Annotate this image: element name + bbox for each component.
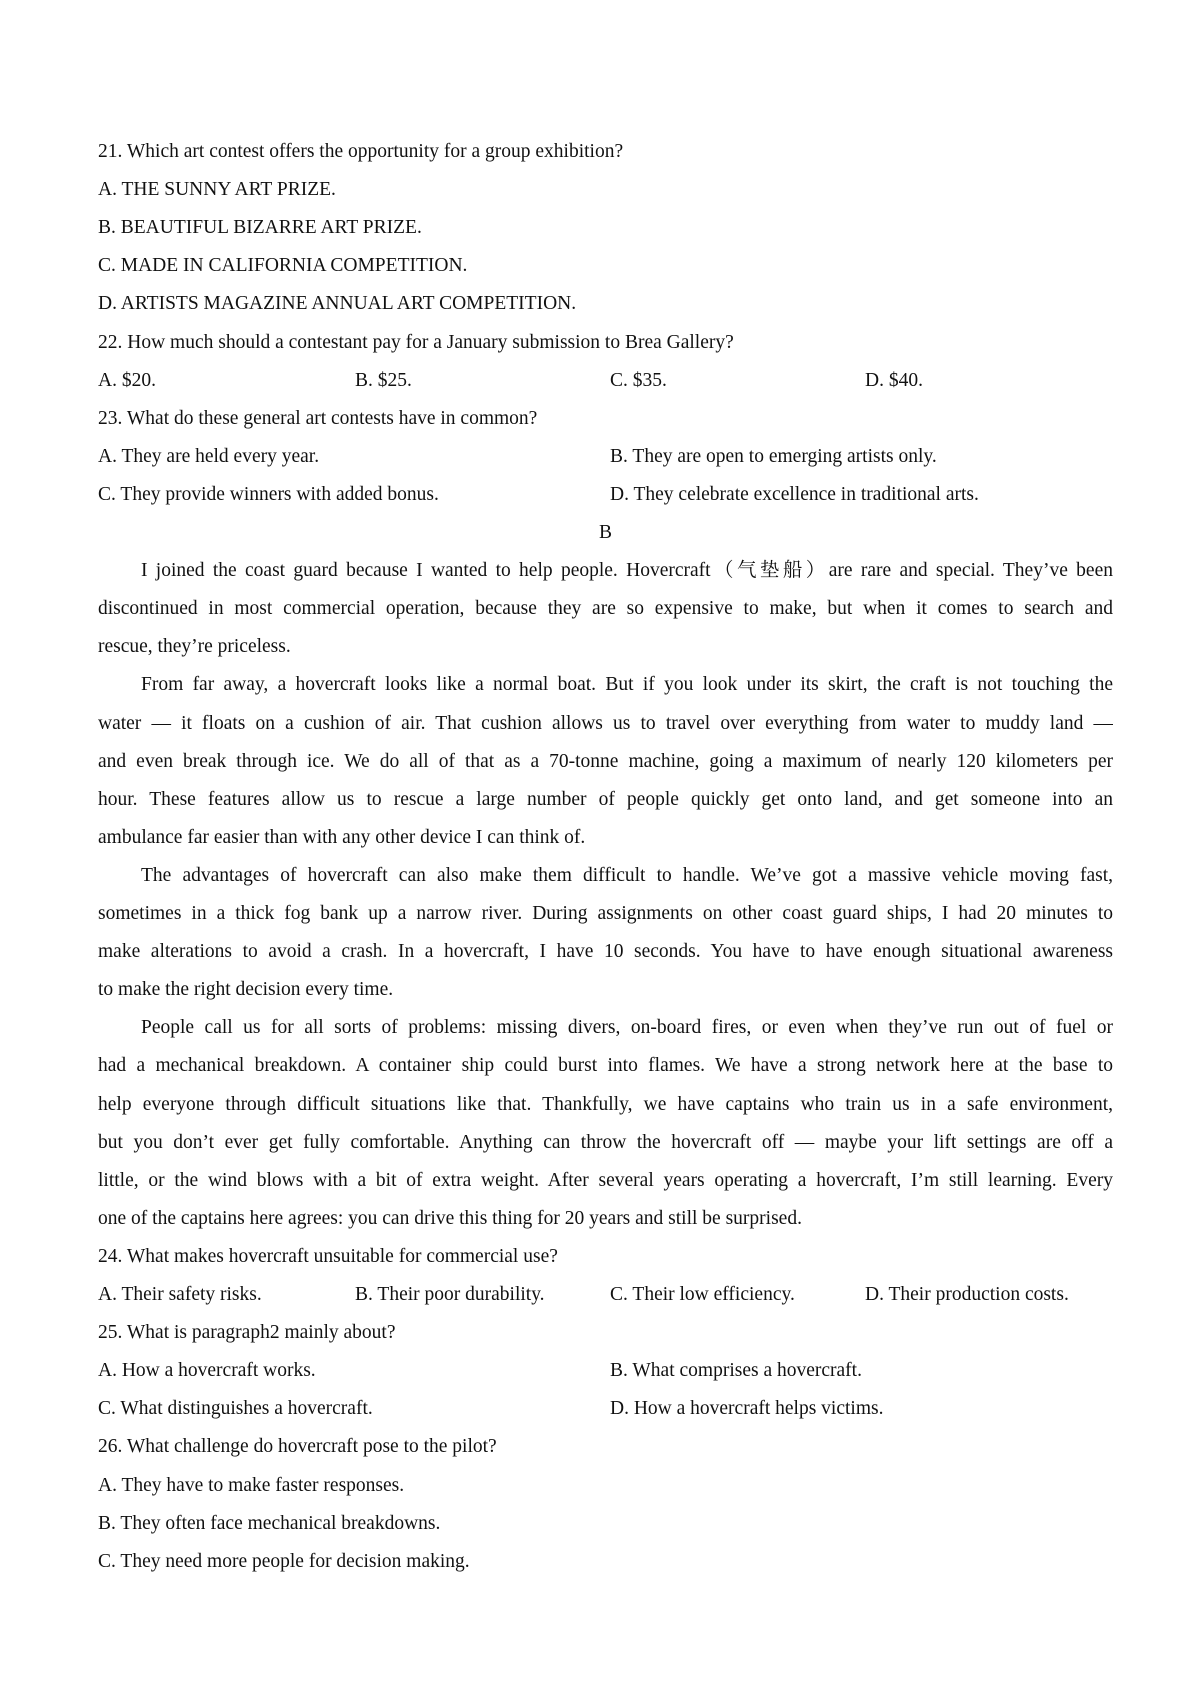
answer-option: C. What distinguishes a hovercraft.: [98, 1398, 373, 1420]
passage-line: People call us for all sorts of problems: missing divers, on-board fires, or even when they’ve run out of fuel or: [141, 1017, 1113, 1039]
text-line: A. THE SUNNY ART PRIZE.: [98, 179, 336, 201]
answer-option: D. $40.: [865, 369, 923, 391]
passage-line: From far away, a hovercraft looks like a normal boat. But if you look under its skirt, the craft is not touching the: [141, 674, 1113, 696]
text-line: D. ARTISTS MAGAZINE ANNUAL ART COMPETITION.: [98, 293, 577, 315]
text-line: C. MADE IN CALIFORNIA COMPETITION.: [98, 255, 468, 277]
text-line: A. They have to make faster responses.: [98, 1474, 405, 1496]
passage-line: sometimes in a thick fog bank up a narrow river. During assignments on other coast guard ships, I had 20 minutes to: [98, 903, 1113, 924]
question-text: 26. What challenge do hovercraft pose to the pilot?: [98, 1436, 497, 1458]
answer-option: A. Their safety risks.: [98, 1284, 262, 1305]
passage-line: help everyone through difficult situations like that. Thankfully, we have captains who train us in a safe environment,: [98, 1093, 1113, 1115]
answer-option: D. They celebrate excellence in traditional arts.: [610, 483, 979, 505]
answer-option: B. What comprises a hovercraft.: [610, 1360, 862, 1382]
text-line: rescue, they’re priceless.: [98, 636, 291, 658]
answer-option: C. Their low efficiency.: [610, 1284, 795, 1305]
question-text: 21. Which art contest offers the opportunity for a group exhibition?: [98, 141, 624, 162]
question-text: 24. What makes hovercraft unsuitable for commercial use?: [98, 1245, 558, 1267]
option-row: [98, 1352, 1113, 1390]
passage-line: had a mechanical breakdown. A container ship could burst into flames. We have a strong network here at the base to: [98, 1055, 1113, 1077]
answer-option: C. $35.: [610, 369, 667, 391]
passage-line: but you don’t ever get fully comfortable. Anything can throw the hovercraft off — maybe your lift settings are off a: [98, 1131, 1113, 1153]
answer-option: B. $25.: [355, 369, 412, 391]
text-line: to make the right decision every time.: [98, 979, 394, 1001]
question-text: 25. What is paragraph2 mainly about?: [98, 1322, 396, 1344]
text-line: B. They often face mechanical breakdowns.: [98, 1512, 441, 1534]
answer-option: A. $20.: [98, 369, 156, 391]
text-line: B. BEAUTIFUL BIZARRE ART PRIZE.: [98, 217, 422, 239]
question-text: 22. How much should a contestant pay for a January submission to Brea Gallery?: [98, 331, 734, 353]
question-text: 23. What do these general art contests have in common?: [98, 407, 538, 429]
answer-option: B. Their poor durability.: [355, 1284, 545, 1305]
passage-line: water — it floats on a cushion of air. That cushion allows us to travel over everything from water to muddy land —: [98, 712, 1113, 734]
answer-option: A. They are held every year.: [98, 445, 320, 467]
answer-option: D. Their production costs.: [865, 1284, 1069, 1305]
passage-line: and even break through ice. We do all of that as a 70-tonne machine, going a maximum of nearly 120 kilometers per: [98, 750, 1113, 772]
option-row: [98, 476, 1113, 514]
answer-option: C. They provide winners with added bonus.: [98, 483, 439, 505]
passage-line: I joined the coast guard because I wanted to help people. Hovercraft（气垫船）are rare and special. They’ve been: [141, 560, 1113, 582]
passage-line: make alterations to avoid a crash. In a hovercraft, I have 10 seconds. You have to have enough situational awareness: [98, 941, 1113, 963]
answer-option: D. How a hovercraft helps victims.: [610, 1398, 884, 1420]
answer-option: A. How a hovercraft works.: [98, 1360, 316, 1382]
passage-line: hour. These features allow us to rescue a large number of people quickly get onto land, and get someone into an: [98, 788, 1113, 810]
answer-option: B. They are open to emerging artists only.: [610, 445, 937, 467]
section-heading: B: [598, 522, 612, 543]
passage-line: little, or the wind blows with a bit of extra weight. After several years operating a hovercraft, I’m still learning. Every: [98, 1169, 1113, 1191]
option-row: [98, 362, 1113, 400]
text-line: one of the captains here agrees: you can drive this thing for 20 years and still be surprised.: [98, 1207, 802, 1229]
passage-line: discontinued in most commercial operation, because they are so expensive to make, but when it comes to search and: [98, 598, 1113, 620]
option-row: [98, 1390, 1113, 1428]
text-line: ambulance far easier than with any other device I can think of.: [98, 826, 586, 848]
option-row: [98, 1276, 1113, 1314]
option-row: [98, 438, 1113, 476]
text-line: C. They need more people for decision making.: [98, 1550, 470, 1572]
passage-line: The advantages of hovercraft can also make them difficult to handle. We’ve got a massive vehicle moving fast,: [141, 864, 1113, 886]
